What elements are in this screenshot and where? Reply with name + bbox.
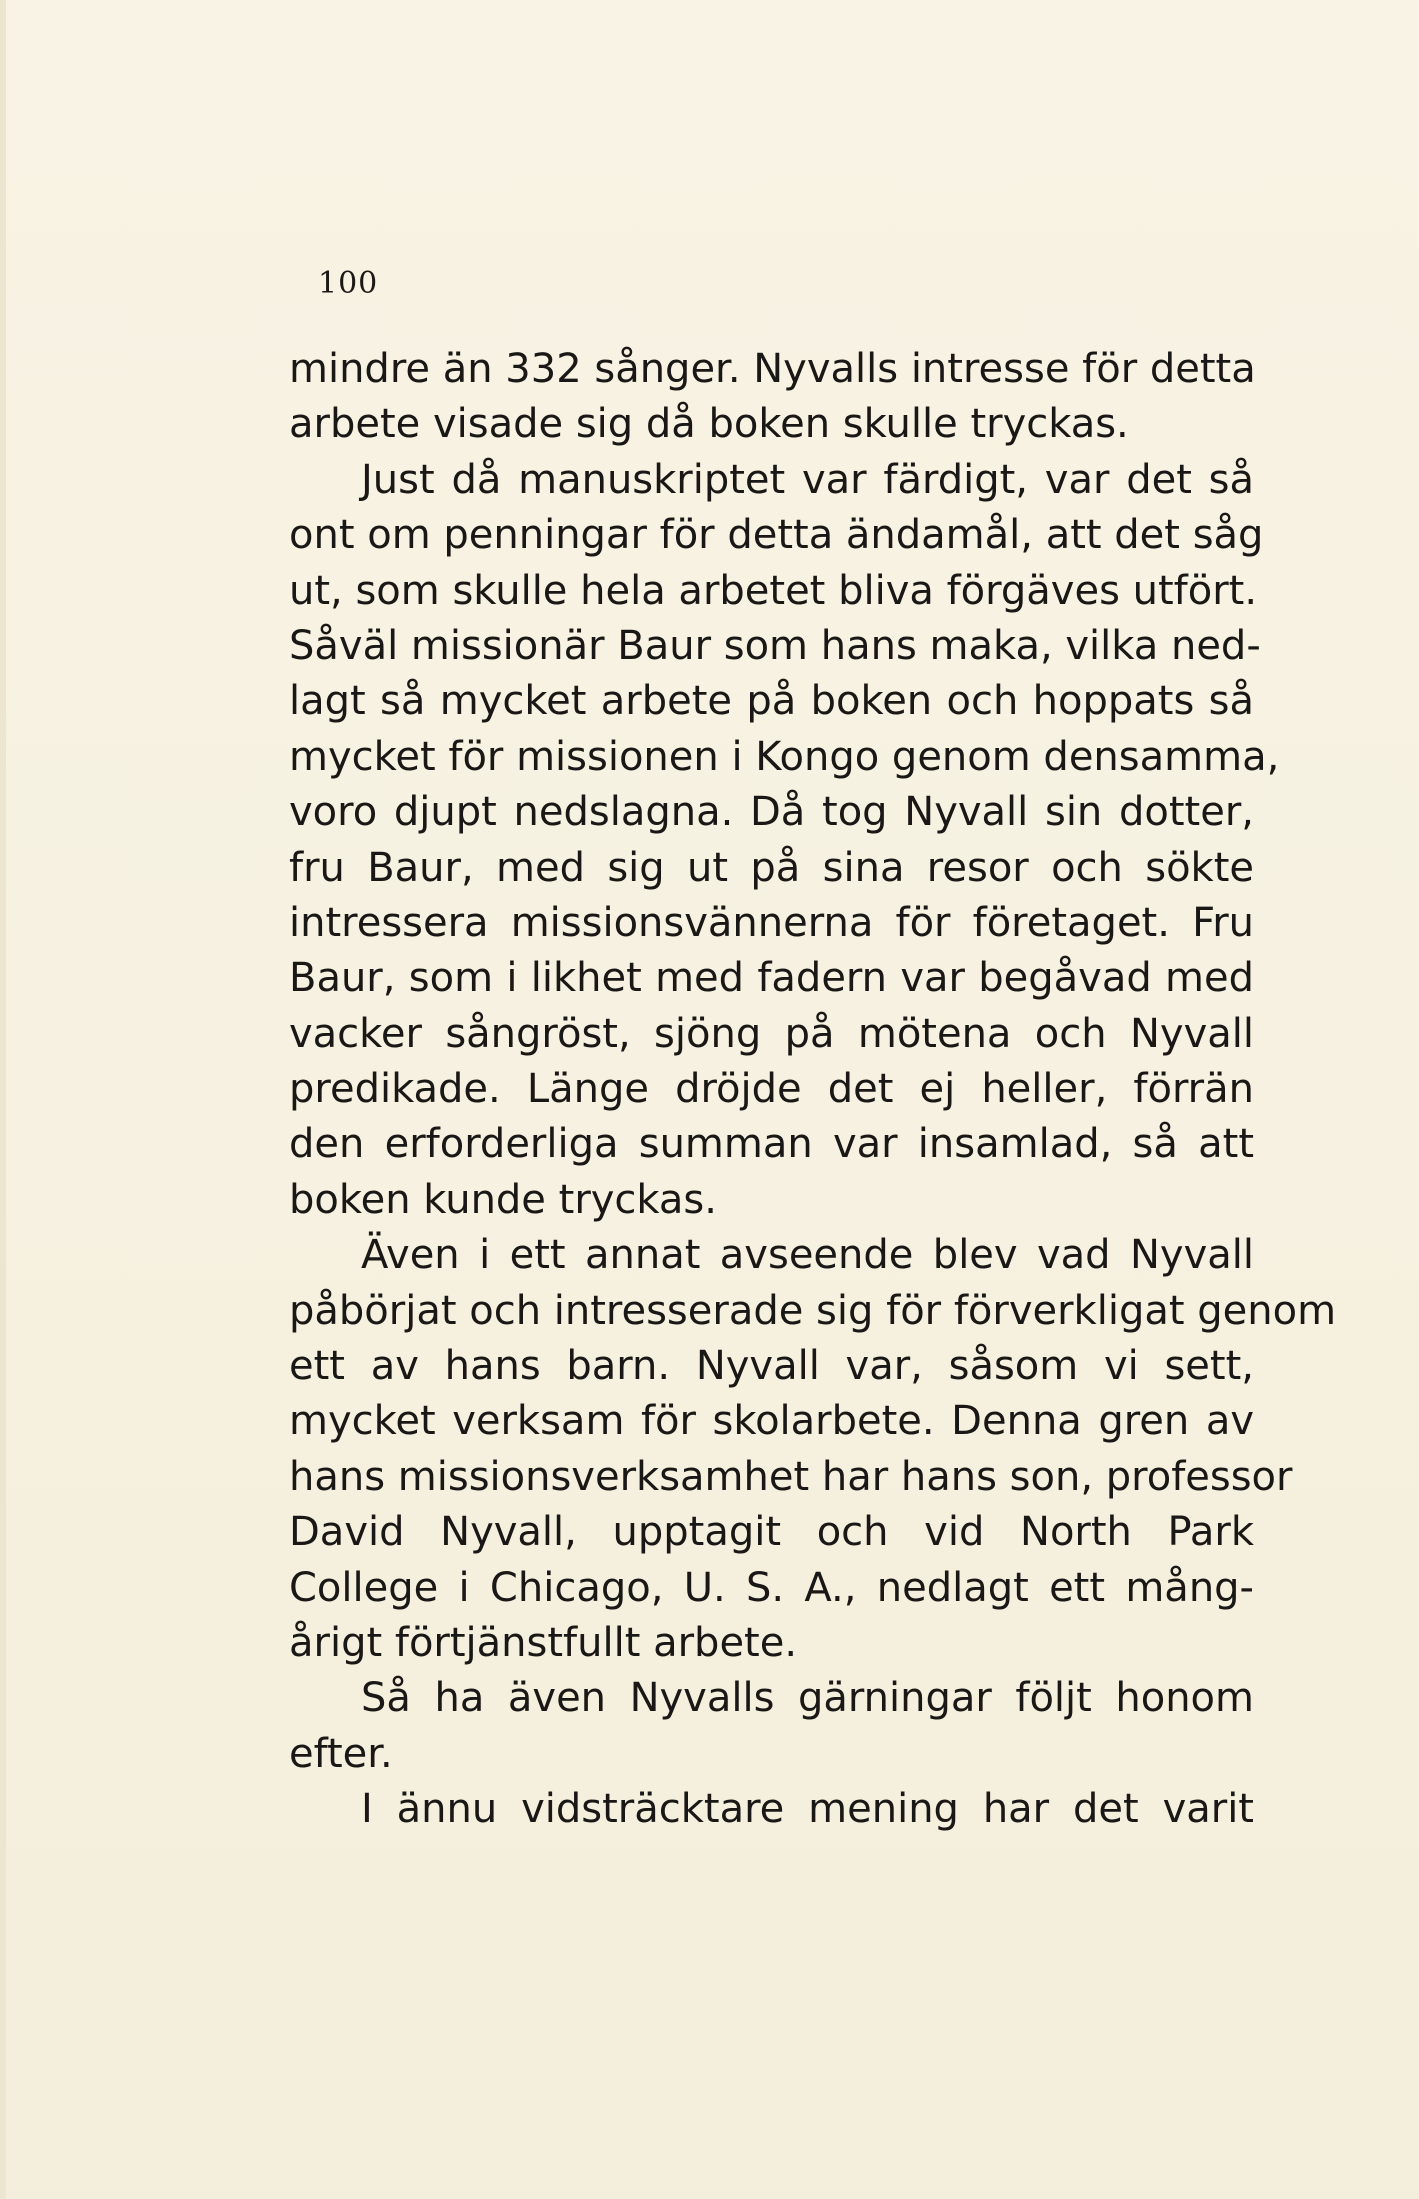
text-line: Just då manuskriptet var färdigt, var det så xyxy=(361,456,1254,503)
text-line: intressera missionsvännerna för företaget. Fru xyxy=(289,899,1254,946)
text-line: efter. xyxy=(289,1730,393,1777)
text-line: David Nyvall, upptagit och vid North Park xyxy=(289,1509,1254,1556)
text-line: boken kunde tryckas. xyxy=(289,1176,717,1223)
text-line: mindre än 332 sånger. Nyvalls intresse för detta xyxy=(289,346,1256,392)
text-line: ut, som skulle hela arbetet bliva förgäves utfört. xyxy=(289,567,1258,614)
text-line: predikade. Länge dröjde det ej heller, förrän xyxy=(289,1066,1254,1113)
text-line: den erforderliga summan var insamlad, så att xyxy=(289,1121,1254,1168)
text-line: fru Baur, med sig ut på sina resor och sökte xyxy=(289,844,1254,891)
text-line: hans missionsverksamhet har hans son, professor xyxy=(289,1453,1293,1500)
text-line: I ännu vidsträcktare mening har det varit xyxy=(361,1786,1254,1833)
text-line: College i Chicago, U. S. A., nedlagt ett mång- xyxy=(289,1564,1254,1611)
text-line: vacker sångröst, sjöng på mötena och Nyvall xyxy=(289,1010,1254,1057)
text-line: Även i ett annat avseende blev vad Nyvall xyxy=(361,1232,1254,1279)
text-line: voro djupt nedslagna. Då tog Nyvall sin dotter, xyxy=(289,789,1254,836)
text-line: Såväl missionär Baur som hans maka, vilka ned- xyxy=(289,622,1261,669)
text-line: ett av hans barn. Nyvall var, såsom vi sett, xyxy=(289,1343,1254,1390)
page-number: 100 xyxy=(318,266,379,301)
body-text xyxy=(289,342,1337,1838)
text-line: Baur, som i likhet med fadern var begåvad med xyxy=(289,955,1254,1002)
text-line: Så ha även Nyvalls gärningar följt honom xyxy=(361,1675,1254,1722)
text-line: arbete visade sig då boken skulle tryckas. xyxy=(289,401,1129,448)
text-line: lagt så mycket arbete på boken och hoppats så xyxy=(289,678,1254,725)
text-line: mycket för missionen i Kongo genom densamma, xyxy=(289,733,1280,780)
text-line: ont om penningar för detta ändamål, att det såg xyxy=(289,512,1264,559)
text-line: mycket verksam för skolarbete. Denna gren av xyxy=(289,1398,1254,1445)
text-line: påbörjat och intresserade sig för förverkligat genom xyxy=(289,1287,1337,1334)
text-line: årigt förtjänstfullt arbete. xyxy=(289,1619,798,1666)
